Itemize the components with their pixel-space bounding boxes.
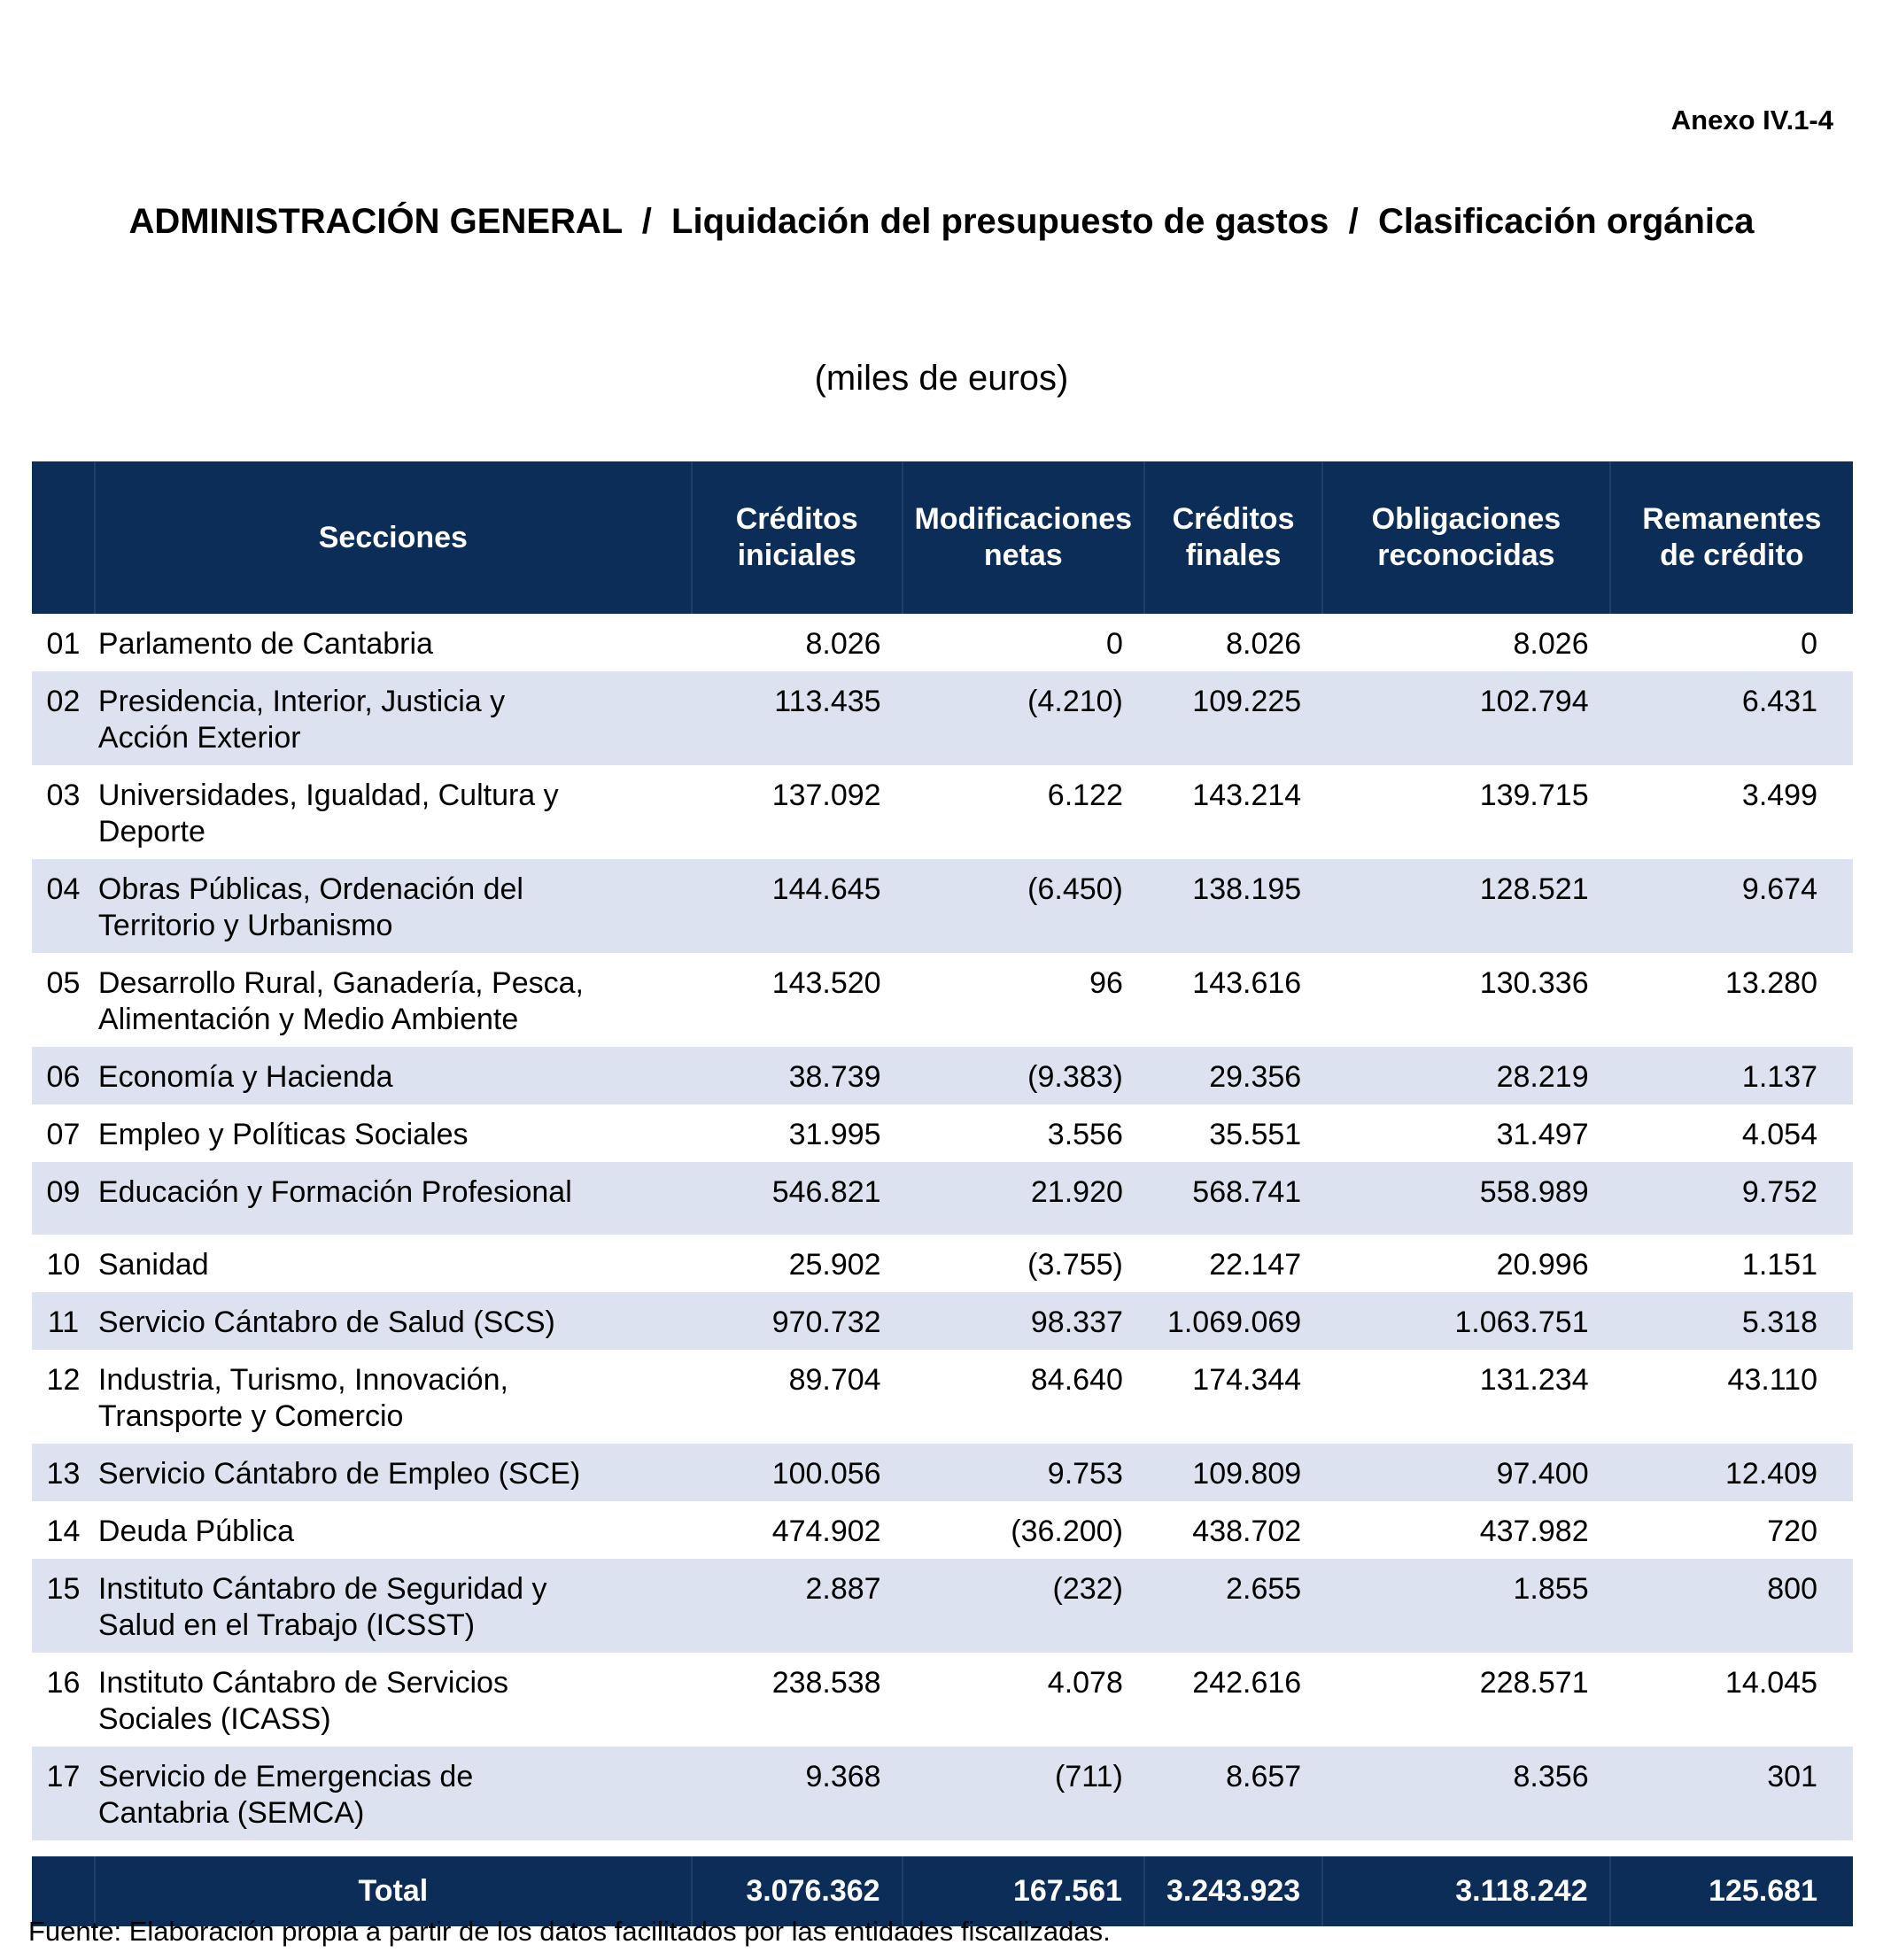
row-obligaciones-reconocidas: 131.234	[1479, 1363, 1589, 1397]
row-modificaciones-netas: 9.753	[903, 1444, 1144, 1501]
header-obligaciones-reconocidas	[1322, 461, 1609, 614]
row-remanentes-credito: 43.110	[1727, 1363, 1817, 1397]
table-row	[32, 1104, 1853, 1162]
section-name-line: Servicio Cántabro de Empleo (SCE)	[97, 1457, 581, 1491]
row-modificaciones-netas: (232)	[903, 1559, 1144, 1653]
row-creditos-finales: 568.741	[1144, 1162, 1322, 1235]
page-title: ADMINISTRACIÓN GENERAL / Liquidación del presupuesto de gastos / Clasificación orgánica	[128, 202, 1755, 241]
header-line: finales	[1185, 538, 1282, 572]
header-creditos-finales	[1144, 461, 1322, 614]
source-note: Fuente: Elaboración propia a partir de los datos facilitados por las entidades fiscalizadas.	[28, 1916, 1111, 1947]
row-code: 04	[32, 859, 95, 953]
section-name-line: Industria, Turismo, Innovación,	[97, 1363, 508, 1397]
row-remanentes-credito: 12.409	[1610, 1444, 1853, 1501]
row-remanentes-credito: 1.137	[1610, 1047, 1853, 1104]
row-remanentes-credito: 5.318	[1610, 1292, 1853, 1350]
row-obligaciones-reconocidas: 437.982	[1479, 1515, 1589, 1548]
row-modificaciones-netas: 98.337	[903, 1292, 1144, 1350]
total-obligaciones-reconocidas: 3.118.242	[1322, 1856, 1609, 1926]
row-section-name	[95, 1444, 692, 1501]
section-name-line: Universidades, Igualdad, Cultura y	[97, 779, 559, 812]
row-obligaciones-reconocidas: 558.989	[1322, 1162, 1609, 1235]
row-section-name	[95, 1235, 692, 1292]
row-code: 07	[46, 1118, 81, 1151]
row-creditos-iniciales: 2.887	[692, 1559, 903, 1653]
row-section-name	[95, 765, 692, 859]
row-creditos-finales: 242.616	[1192, 1666, 1302, 1700]
header-line: de crédito	[1660, 538, 1804, 572]
row-section-name	[95, 1501, 692, 1559]
row-code: 03	[46, 779, 81, 812]
section-name-line: Deporte	[97, 815, 205, 848]
row-obligaciones-reconocidas: 1.855	[1322, 1559, 1609, 1653]
row-modificaciones-netas: (9.383)	[903, 1047, 1144, 1104]
section-name-line: Instituto Cántabro de Seguridad y	[97, 1572, 547, 1606]
header-modificaciones-netas	[903, 461, 1144, 614]
header-line: Créditos	[1172, 502, 1295, 536]
row-creditos-finales: 1.069.069	[1144, 1292, 1322, 1350]
table-row	[32, 1444, 1853, 1501]
table-row	[32, 1653, 1853, 1747]
row-creditos-iniciales: 100.056	[692, 1444, 903, 1501]
row-section-name	[95, 671, 692, 765]
row-code: 16	[46, 1666, 81, 1700]
total-creditos-iniciales: 3.076.362	[692, 1856, 903, 1926]
row-modificaciones-netas: (6.450)	[903, 859, 1144, 953]
table-body	[32, 614, 1853, 1840]
row-section-name	[95, 614, 692, 671]
spacer-row	[32, 1840, 1853, 1856]
row-modificaciones-netas: 6.122	[1047, 779, 1123, 812]
header-secciones: Secciones	[95, 461, 692, 614]
row-modificaciones-netas: 96	[1089, 966, 1123, 1000]
total-modificaciones-netas: 167.561	[903, 1856, 1144, 1926]
row-creditos-iniciales: 238.538	[771, 1666, 881, 1700]
row-section-name	[95, 1747, 692, 1840]
row-code: 06	[32, 1047, 95, 1104]
row-creditos-iniciales: 113.435	[692, 671, 903, 765]
table-row	[32, 953, 1853, 1047]
table-row	[32, 671, 1853, 765]
units-label: (miles de euros)	[814, 359, 1069, 398]
row-creditos-iniciales: 970.732	[692, 1292, 903, 1350]
section-name-line: Desarrollo Rural, Ganadería, Pesca,	[97, 966, 584, 1000]
row-remanentes-credito: 0	[1801, 627, 1817, 661]
budget-table	[32, 461, 1853, 1926]
row-creditos-iniciales: 89.704	[788, 1363, 881, 1397]
row-remanentes-credito: 800	[1610, 1559, 1853, 1653]
table-row	[32, 1350, 1853, 1444]
table-row	[32, 1747, 1853, 1840]
table-row	[32, 1235, 1853, 1292]
row-section-name	[95, 1653, 692, 1747]
row-creditos-finales: 8.026	[1226, 627, 1302, 661]
row-modificaciones-netas: (4.210)	[903, 671, 1144, 765]
table-row	[32, 1047, 1853, 1104]
row-code: 12	[46, 1363, 81, 1397]
row-section-name	[95, 1104, 692, 1162]
row-section-name	[95, 953, 692, 1047]
section-name-line: Transporte y Comercio	[97, 1399, 404, 1433]
row-section-name	[95, 1162, 692, 1235]
row-obligaciones-reconocidas: 102.794	[1322, 671, 1609, 765]
row-remanentes-credito: 9.674	[1610, 859, 1853, 953]
row-obligaciones-reconocidas: 8.356	[1322, 1747, 1609, 1840]
row-creditos-finales: 143.214	[1192, 779, 1302, 812]
row-remanentes-credito: 3.499	[1741, 779, 1817, 812]
section-name-line: Sociales (ICASS)	[97, 1702, 331, 1736]
table-row	[32, 859, 1853, 953]
row-creditos-iniciales: 144.645	[692, 859, 903, 953]
table-row	[32, 1162, 1853, 1235]
header-row	[32, 461, 1853, 614]
section-name-line: Cantabria (SEMCA)	[97, 1796, 365, 1830]
row-code: 14	[46, 1515, 81, 1548]
row-remanentes-credito: 13.280	[1725, 966, 1817, 1000]
row-section-name	[95, 1559, 692, 1653]
header-line: Créditos	[735, 502, 858, 536]
section-name-line: Instituto Cántabro de Servicios	[97, 1666, 508, 1700]
row-creditos-iniciales: 546.821	[692, 1162, 903, 1235]
row-creditos-finales: 174.344	[1192, 1363, 1302, 1397]
table-row	[32, 614, 1853, 671]
header-line: iniciales	[737, 538, 856, 572]
row-obligaciones-reconocidas: 139.715	[1479, 779, 1589, 812]
row-section-name	[95, 1350, 692, 1444]
row-remanentes-credito: 301	[1610, 1747, 1853, 1840]
row-creditos-iniciales: 143.520	[771, 966, 881, 1000]
row-obligaciones-reconocidas: 20.996	[1496, 1248, 1589, 1282]
row-creditos-finales: 29.356	[1144, 1047, 1322, 1104]
section-name-line: Alimentación y Medio Ambiente	[97, 1003, 519, 1036]
row-creditos-iniciales: 31.995	[788, 1118, 881, 1151]
row-modificaciones-netas: 21.920	[903, 1162, 1144, 1235]
row-obligaciones-reconocidas: 97.400	[1322, 1444, 1609, 1501]
section-name-line: Empleo y Políticas Sociales	[97, 1118, 469, 1151]
row-creditos-iniciales: 474.902	[771, 1515, 881, 1548]
table-row	[32, 1292, 1853, 1350]
total-remanentes-credito: 125.681	[1610, 1856, 1853, 1926]
row-modificaciones-netas: 4.078	[1047, 1666, 1123, 1700]
row-code: 02	[32, 671, 95, 765]
row-code: 13	[32, 1444, 95, 1501]
row-remanentes-credito: 1.151	[1741, 1248, 1817, 1282]
row-section-name	[95, 859, 692, 953]
header-line: netas	[983, 538, 1063, 572]
row-modificaciones-netas: (3.755)	[1027, 1248, 1123, 1282]
section-name-line: Deuda Pública	[97, 1515, 295, 1548]
section-name-line: Servicio Cántabro de Salud (SCS)	[97, 1305, 555, 1339]
row-code: 11	[32, 1292, 95, 1350]
row-code: 15	[32, 1559, 95, 1653]
table-row	[32, 1501, 1853, 1559]
total-creditos-finales: 3.243.923	[1144, 1856, 1322, 1926]
section-name-line: Presidencia, Interior, Justicia y	[97, 685, 506, 718]
row-creditos-finales: 143.616	[1192, 966, 1302, 1000]
row-creditos-finales: 438.702	[1192, 1515, 1302, 1548]
row-modificaciones-netas: 3.556	[1047, 1118, 1123, 1151]
row-creditos-finales: 138.195	[1144, 859, 1322, 953]
row-creditos-finales: 109.809	[1144, 1444, 1322, 1501]
row-creditos-finales: 8.657	[1144, 1747, 1322, 1840]
section-name-line: Educación y Formación Profesional	[97, 1175, 572, 1209]
row-remanentes-credito: 14.045	[1725, 1666, 1817, 1700]
table-row	[32, 765, 1853, 859]
row-section-name	[95, 1047, 692, 1104]
table-row	[32, 1559, 1853, 1653]
header-line: Obligaciones	[1371, 502, 1561, 536]
row-remanentes-credito: 4.054	[1741, 1118, 1817, 1151]
row-section-name	[95, 1292, 692, 1350]
row-obligaciones-reconocidas: 28.219	[1322, 1047, 1609, 1104]
row-remanentes-credito: 720	[1767, 1515, 1817, 1548]
row-obligaciones-reconocidas: 130.336	[1479, 966, 1589, 1000]
row-obligaciones-reconocidas: 8.026	[1513, 627, 1589, 661]
row-code: 09	[32, 1162, 95, 1235]
section-name-line: Territorio y Urbanismo	[97, 909, 393, 942]
section-name-line: Parlamento de Cantabria	[97, 627, 433, 661]
row-creditos-finales: 22.147	[1209, 1248, 1302, 1282]
annex-label: Anexo IV.1-4	[1670, 105, 1833, 136]
header-line: reconocidas	[1377, 538, 1555, 572]
row-remanentes-credito: 6.431	[1610, 671, 1853, 765]
row-code: 17	[32, 1747, 95, 1840]
row-creditos-finales: 35.551	[1209, 1118, 1302, 1151]
header-creditos-iniciales	[692, 461, 903, 614]
row-code: 10	[46, 1248, 81, 1282]
row-modificaciones-netas: (36.200)	[1011, 1515, 1123, 1548]
row-code: 01	[46, 627, 81, 661]
row-creditos-iniciales: 9.368	[692, 1747, 903, 1840]
header-line: Remanentes	[1642, 502, 1822, 536]
row-creditos-iniciales: 25.902	[788, 1248, 881, 1282]
section-name-line: Salud en el Trabajo (ICSST)	[97, 1608, 476, 1642]
row-remanentes-credito: 9.752	[1610, 1162, 1853, 1235]
row-obligaciones-reconocidas: 128.521	[1322, 859, 1609, 953]
section-name-line: Obras Públicas, Ordenación del	[97, 872, 523, 906]
header-remanentes-credito	[1610, 461, 1853, 614]
row-obligaciones-reconocidas: 1.063.751	[1322, 1292, 1609, 1350]
section-name-line: Servicio de Emergencias de	[97, 1760, 474, 1793]
total-label: Total	[95, 1856, 692, 1926]
row-modificaciones-netas: (711)	[903, 1747, 1144, 1840]
section-name-line: Acción Exterior	[97, 721, 301, 755]
spacer-cell	[32, 1840, 1853, 1856]
section-name-line: Economía y Hacienda	[97, 1060, 393, 1094]
header-line: Modificaciones	[914, 502, 1133, 536]
row-creditos-iniciales: 8.026	[805, 627, 881, 661]
row-code: 05	[46, 966, 81, 1000]
row-creditos-finales: 2.655	[1144, 1559, 1322, 1653]
row-creditos-finales: 109.225	[1144, 671, 1322, 765]
header-code	[32, 461, 95, 614]
row-obligaciones-reconocidas: 31.497	[1496, 1118, 1589, 1151]
row-modificaciones-netas: 84.640	[1030, 1363, 1123, 1397]
row-creditos-iniciales: 38.739	[692, 1047, 903, 1104]
row-obligaciones-reconocidas: 228.571	[1479, 1666, 1589, 1700]
section-name-line: Sanidad	[97, 1248, 209, 1282]
row-creditos-iniciales: 137.092	[771, 779, 881, 812]
row-modificaciones-netas: 0	[1105, 627, 1123, 661]
